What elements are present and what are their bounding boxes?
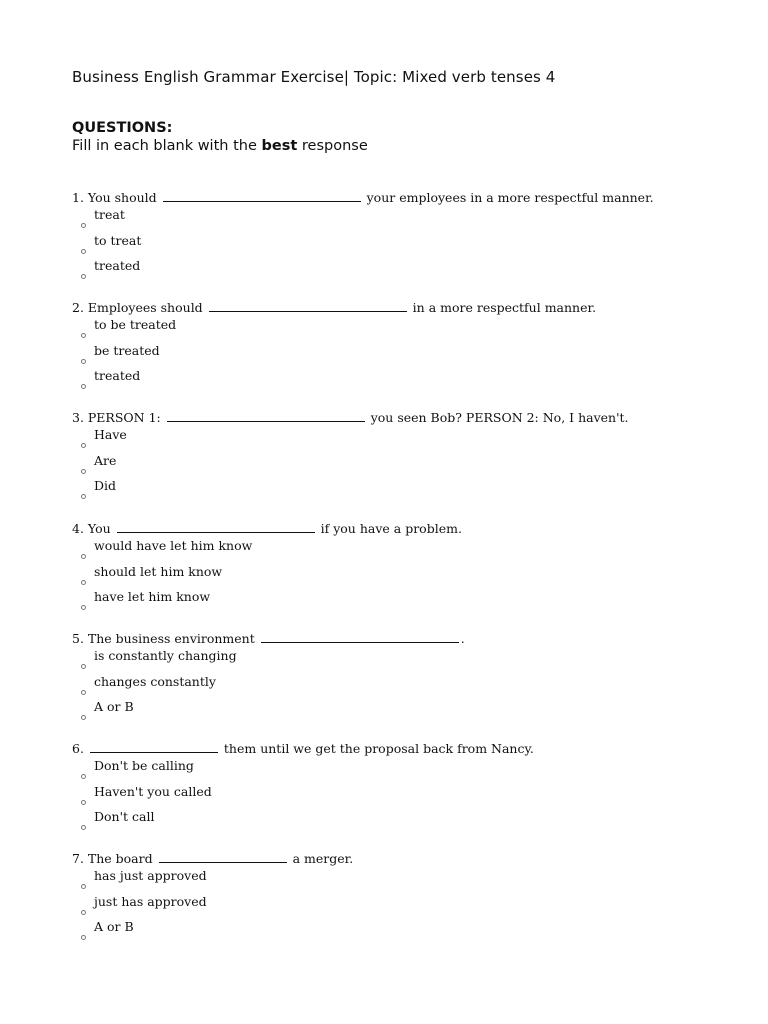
- option-7b[interactable]: [72, 893, 712, 919]
- option-5b[interactable]: [72, 673, 712, 699]
- option-label: A or B: [94, 919, 134, 935]
- option-6b[interactable]: [72, 783, 712, 809]
- radio-button[interactable]: [81, 249, 86, 254]
- stem-text: 4. You: [72, 521, 111, 536]
- stem-text: .: [460, 631, 465, 646]
- stem-text: a merger.: [292, 851, 354, 866]
- instructions-text-end: response: [297, 138, 368, 154]
- stem-text: if you have a problem.: [320, 521, 462, 536]
- question-6: [72, 741, 712, 834]
- answer-blank: [159, 851, 287, 863]
- option-6a[interactable]: [72, 757, 712, 783]
- questions-heading: QUESTIONS:: [72, 120, 173, 136]
- option-label: to be treated: [94, 317, 177, 332]
- question-7: [72, 851, 712, 944]
- option-label: has just approved: [94, 868, 207, 883]
- option-7c[interactable]: [72, 918, 712, 944]
- radio-button[interactable]: [81, 774, 86, 779]
- radio-button[interactable]: [81, 910, 86, 915]
- option-1c[interactable]: [72, 257, 712, 283]
- radio-button[interactable]: [81, 384, 86, 389]
- option-label: changes constantly: [94, 673, 216, 689]
- stem-text: you seen Bob? PERSON 2: No, I haven't.: [370, 410, 629, 425]
- option-label: treat: [94, 207, 125, 222]
- option-label: Don't be calling: [94, 758, 194, 773]
- radio-button[interactable]: [81, 443, 86, 448]
- stem-text: them until we get the proposal back from Nancy.: [223, 741, 534, 756]
- instructions-text: Fill in each blank with the: [72, 138, 262, 154]
- question-stem: [72, 410, 712, 426]
- option-label: just has approved: [94, 893, 207, 909]
- answer-blank: [117, 521, 315, 533]
- radio-button[interactable]: [81, 554, 86, 559]
- question-stem: [72, 300, 712, 316]
- option-6c[interactable]: [72, 808, 712, 834]
- option-label: should let him know: [94, 563, 223, 579]
- answer-blank: [209, 300, 407, 312]
- option-label: to treat: [94, 232, 142, 248]
- question-stem: [72, 190, 712, 206]
- option-label: Haven't you called: [94, 783, 212, 799]
- radio-button[interactable]: [81, 884, 86, 889]
- radio-button[interactable]: [81, 825, 86, 830]
- stem-text: 1. You should: [72, 190, 157, 205]
- radio-button[interactable]: [81, 274, 86, 279]
- stem-text: 5. The business environment: [72, 631, 255, 646]
- option-1a[interactable]: [72, 206, 712, 232]
- radio-button[interactable]: [81, 333, 86, 338]
- question-stem: [72, 631, 712, 647]
- option-label: treated: [94, 258, 141, 274]
- stem-text: 7. The board: [72, 851, 153, 866]
- option-label: Did: [94, 478, 117, 494]
- option-5c[interactable]: [72, 698, 712, 724]
- option-label: would have let him know: [94, 538, 253, 553]
- option-label: treated: [94, 368, 141, 384]
- option-label: be treated: [94, 342, 160, 358]
- option-4a[interactable]: [72, 537, 712, 563]
- option-label: A or B: [94, 699, 134, 715]
- answer-blank: [261, 631, 459, 643]
- option-2c[interactable]: [72, 367, 712, 393]
- radio-button[interactable]: [81, 715, 86, 720]
- radio-button[interactable]: [81, 223, 86, 228]
- answer-blank: [90, 741, 218, 753]
- radio-button[interactable]: [81, 664, 86, 669]
- option-4c[interactable]: [72, 588, 712, 614]
- instructions: [72, 138, 368, 154]
- option-3b[interactable]: [72, 452, 712, 478]
- option-4b[interactable]: [72, 563, 712, 589]
- option-2a[interactable]: [72, 316, 712, 342]
- radio-button[interactable]: [81, 580, 86, 585]
- question-4: [72, 521, 712, 614]
- stem-text: 6.: [72, 741, 84, 756]
- question-2: [72, 300, 712, 393]
- question-stem: [72, 521, 712, 537]
- radio-button[interactable]: [81, 690, 86, 695]
- question-stem: [72, 851, 712, 867]
- answer-blank: [163, 190, 361, 202]
- stem-text: in a more respectful manner.: [412, 300, 597, 315]
- radio-button[interactable]: [81, 800, 86, 805]
- radio-button[interactable]: [81, 935, 86, 940]
- stem-text: 3. PERSON 1:: [72, 410, 161, 425]
- option-label: Have: [94, 427, 127, 442]
- option-label: is constantly changing: [94, 648, 237, 663]
- question-5: [72, 631, 712, 724]
- question-stem: [72, 741, 712, 757]
- option-3a[interactable]: [72, 426, 712, 452]
- question-1: [72, 190, 712, 283]
- option-2b[interactable]: [72, 342, 712, 368]
- stem-text: your employees in a more respectful manner.: [366, 190, 654, 205]
- answer-blank: [167, 410, 365, 422]
- option-label: Are: [94, 452, 117, 468]
- radio-button[interactable]: [81, 605, 86, 610]
- radio-button[interactable]: [81, 494, 86, 499]
- question-3: [72, 410, 712, 503]
- option-label: Don't call: [94, 809, 155, 825]
- option-5a[interactable]: [72, 647, 712, 673]
- option-3c[interactable]: [72, 477, 712, 503]
- stem-text: 2. Employees should: [72, 300, 203, 315]
- instructions-emphasis: best: [261, 138, 298, 154]
- page-title: Business English Grammar Exercise| Topic: Mixed verb tenses 4: [72, 68, 556, 86]
- option-label: have let him know: [94, 589, 211, 605]
- option-1b[interactable]: [72, 232, 712, 258]
- option-7a[interactable]: [72, 867, 712, 893]
- radio-button[interactable]: [81, 359, 86, 364]
- radio-button[interactable]: [81, 469, 86, 474]
